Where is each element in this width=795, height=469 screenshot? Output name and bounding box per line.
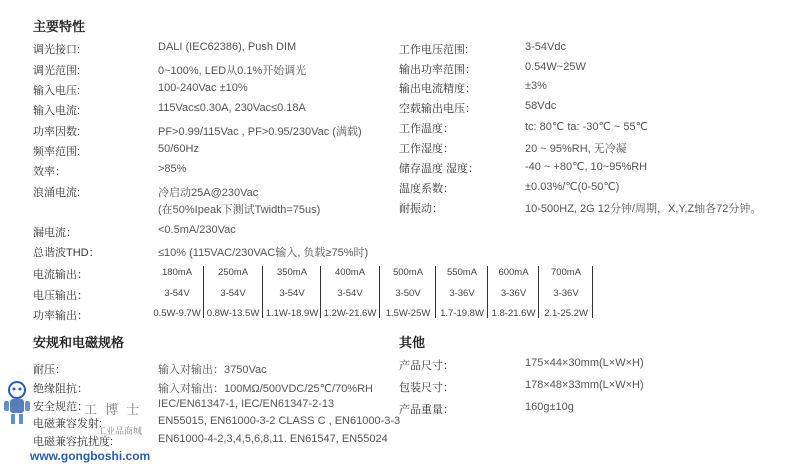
table-row-label: 电流输出： [33,269,88,281]
table-divider [538,266,539,318]
spec-label: 工作湿度： [399,143,454,155]
table-cell-current: 180mA [161,267,193,278]
watermark-brand: 工 博 士 [84,403,142,418]
spec-label: 电磁兼容抗扰度: [33,436,114,448]
spec-value: EN55015, EN61000-3-2 CLASS C , EN61000-3-3 [158,415,401,427]
spec-label: 效率： [33,166,66,178]
table-cell-power: 0.5W-9.7W [153,308,201,319]
spec-value: 0~100%, LED从0.1%开始调光 [158,65,307,77]
table-divider [592,266,593,318]
spec-value: (在50%Ipeak下测试Twidth=75us) [158,204,321,216]
spec-label: 储存温度 湿度： [399,163,480,175]
spec-label: 浪涌电流: [33,187,81,199]
table-divider [379,266,380,318]
spec-value: tc: 80℃ ta: -30℃ ~ 55℃ [525,121,648,133]
spec-label: 输出电流精度： [399,83,476,95]
spec-value: <0.5mA/230Vac [158,224,236,236]
spec-value: 冷启动25A@230Vac [158,187,259,199]
table-cell-current: 700mA [550,267,582,278]
table-cell-current: 250mA [217,267,249,278]
table-cell-power: 0.8W-13.5W [206,308,260,319]
watermark-subtitle: 工业品商城 [97,426,143,436]
table-cell-voltage: 3-54V [164,288,190,299]
spec-value: 100-240Vac ±10% [158,82,248,94]
spec-value: 输入对输出：100MΩ/500VDC/25℃/70%RH [158,383,373,395]
spec-value: 178×48×33mm(L×W×H) [525,379,644,391]
spec-value: 3-54Vdc [525,41,566,53]
table-divider [487,266,488,318]
spec-value: 10-500HZ, 2G 12分钟/周期，X,Y,Z轴各72分钟。 [525,203,762,215]
spec-value: 0.54W~25W [525,61,586,73]
table-cell-current: 400mA [334,267,366,278]
spec-value: 输入对输出：3750Vac [158,364,267,376]
spec-value: 20 ~ 95%RH, 无冷凝 [525,143,627,155]
section-title-main-features: 主要特性 [33,19,86,34]
table-cell-voltage: 3-54V [220,288,246,299]
table-cell-current: 500mA [392,267,424,278]
table-cell-current: 600mA [498,267,529,278]
section-title-other: 其他 [399,335,426,350]
spec-label: 输入电流: [33,105,81,117]
robot-mascot-icon [2,380,32,426]
spec-value: -40 ~ +80℃, 10~95%RH [525,161,648,173]
table-cell-power: 2.1-25.2W [544,308,588,319]
spec-label: 调光范围: [33,65,81,77]
spec-value: EN61000-4-2,3,4,5,6,8,11. EN61547, EN55024 [158,433,388,445]
spec-label: 输出功率范围： [399,64,476,76]
spec-label: 输入电压: [33,85,81,97]
table-divider [435,266,436,318]
table-cell-power: 1.2W-21.6W [323,308,377,319]
table-cell-power: 1.7-19.8W [440,308,484,319]
spec-label: 包装尺寸： [399,382,454,394]
table-cell-voltage: 3-36V [449,288,475,299]
table-row-label: 电压输出： [33,290,88,302]
spec-value: 160g±10g [525,401,574,413]
table-cell-power: 1.8-21.6W [491,308,536,319]
spec-value: ±0.03%/℃(0-50℃) [525,181,620,193]
spec-value: 50/60Hz [158,143,199,155]
spec-label: 工作电压范围: [399,44,469,56]
spec-label: 空载输出电压： [399,103,476,115]
spec-label: 耐压： [33,364,66,376]
spec-label: 工作温度： [399,123,454,135]
table-cell-voltage: 3-54V [337,288,363,299]
spec-label: 绝缘阻抗： [33,383,88,395]
spec-label: 漏电流： [33,227,77,239]
spec-value: DALI (IEC62386), Push DIM [158,41,297,53]
spec-value: ≤10% (115VAC/230VAC输入, 负载≥75%时) [158,247,369,259]
table-cell-power: 1.1W-18.9W [265,308,319,319]
spec-label: 耐振动： [399,203,443,215]
watermark-url: www.gongboshi.com [30,449,151,463]
spec-label: 调光接口: [33,44,81,56]
spec-label: 温度系数： [399,183,454,195]
spec-value: >85% [158,163,187,175]
table-cell-voltage: 3-50V [395,288,421,299]
table-cell-voltage: 3-54V [279,288,305,299]
spec-value: ±3% [525,80,547,92]
table-row-label: 功率输出： [33,310,88,322]
table-cell-voltage: 3-36V [500,288,527,299]
table-cell-voltage: 3-36V [553,288,579,299]
spec-value: IEC/EN61347-1, IEC/EN61347-2-13 [158,398,335,410]
spec-label: 总谐波THD： [33,247,100,259]
spec-value: PF>0.99/115Vac , PF>0.95/230Vac (满载) [158,126,362,138]
spec-label: 产品尺寸： [399,360,454,372]
spec-value: 58Vdc [525,100,557,112]
table-divider [262,266,263,318]
spec-label: 安全规范： [33,401,88,413]
spec-label: 产品重量： [399,404,454,416]
spec-label: 电磁兼容发射: [33,418,103,430]
spec-value: 115Vac≤0.30A, 230Vac≤0.18A [158,102,306,114]
spec-label: 功率因数: [33,126,81,138]
table-cell-current: 350mA [276,267,308,278]
spec-label: 频率范围: [33,146,81,158]
table-cell-current: 550mA [446,267,478,278]
table-cell-power: 1.5W-25W [385,308,431,319]
spec-value: 175×44×30mm(L×W×H) [525,357,644,369]
section-title-safety-emc: 安规和电磁规格 [33,335,125,350]
